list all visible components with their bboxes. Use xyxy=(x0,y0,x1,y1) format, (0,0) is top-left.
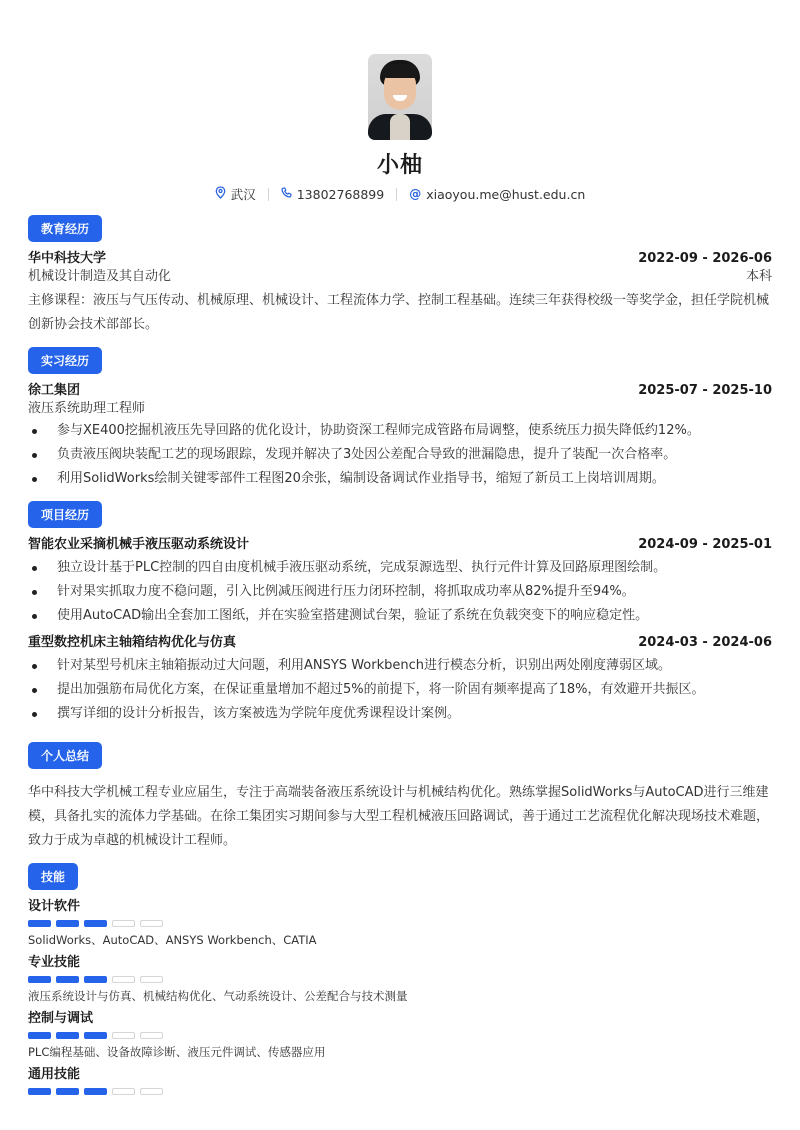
bullet-item: 独立设计基于PLC控制的四自由度机械手液压驱动系统，完成泵源选型、执行元件计算及回路原理图绘制。 xyxy=(28,556,772,580)
skill-bar-empty xyxy=(112,920,135,927)
location-icon xyxy=(215,186,226,202)
skill-bar-filled xyxy=(84,1088,107,1095)
skill-bar-filled xyxy=(28,1088,51,1095)
section-label-summary: 个人总结 xyxy=(28,742,102,769)
skill-level-bars xyxy=(28,1088,772,1095)
internship-bullets xyxy=(28,419,772,491)
education-description: 主修课程：液压与气压传动、机械原理、机械设计、工程流体力学、控制工程基础。连续三年获得校级一等奖学金，担任学院机械创新协会技术部部长。 xyxy=(28,293,770,332)
internship-section xyxy=(28,337,772,491)
skill-bar-empty xyxy=(112,1032,135,1039)
location-text: 武汉 xyxy=(230,187,256,202)
contact-location xyxy=(215,185,256,203)
skill-item xyxy=(28,1066,772,1095)
job-role: 液压系统助理工程师 xyxy=(28,401,146,416)
divider xyxy=(268,188,269,201)
bullet-item: 参与XE400挖掘机液压先导回路的优化设计，协助资深工程师完成管路布局调整，使系统压力损失降低约12%。 xyxy=(28,419,772,443)
projects-section xyxy=(28,491,772,726)
bullet-item: 针对果实抓取力度不稳问题，引入比例减压阀进行压力闭环控制，将抓取成功率从82%提升至94%。 xyxy=(28,580,772,604)
school-name: 华中科技大学 xyxy=(28,251,107,266)
skill-name: 专业技能 xyxy=(28,955,81,970)
skill-bar-empty xyxy=(140,920,163,927)
skill-bar-empty xyxy=(140,1088,163,1095)
skill-bar-filled xyxy=(84,920,107,927)
project-item xyxy=(28,536,772,628)
skills-list xyxy=(28,898,772,1095)
section-label-projects: 项目经历 xyxy=(28,501,102,528)
skill-bar-empty xyxy=(112,976,135,983)
skill-name: 控制与调试 xyxy=(28,1011,94,1026)
company-name: 徐工集团 xyxy=(28,383,81,398)
skill-name: 设计软件 xyxy=(28,899,81,914)
section-label-education: 教育经历 xyxy=(28,215,102,242)
section-label-internship: 实习经历 xyxy=(28,347,102,374)
education-date: 2022-09 - 2026-06 xyxy=(638,251,772,266)
bullet-item: 提出加强筋布局优化方案，在保证重量增加不超过5%的前提下，将一阶固有频率提高了18%，有效避开共振区。 xyxy=(28,678,772,702)
internship-date: 2025-07 - 2025-10 xyxy=(638,383,772,398)
contact-email xyxy=(409,187,585,202)
skill-bar-filled xyxy=(28,976,51,983)
email-icon: @ xyxy=(409,187,422,201)
profile-photo xyxy=(368,54,432,140)
project-item xyxy=(28,634,772,726)
skill-bar-filled xyxy=(28,920,51,927)
summary-section xyxy=(28,732,772,853)
skill-bar-filled xyxy=(56,1088,79,1095)
skill-bar-empty xyxy=(140,1032,163,1039)
project-date: 2024-09 - 2025-01 xyxy=(638,537,772,552)
contact-phone xyxy=(281,187,384,202)
skill-name: 通用技能 xyxy=(28,1067,81,1082)
bullet-item: 利用SolidWorks绘制关键零部件工程图20余张，编制设备调试作业指导书，缩短了新员工上岗培训周期。 xyxy=(28,467,772,491)
skill-item xyxy=(28,1010,772,1060)
skill-level-bars xyxy=(28,1032,772,1039)
section-label-skills: 技能 xyxy=(28,863,78,890)
skill-description: SolidWorks、AutoCAD、ANSYS Workbench、CATIA xyxy=(28,933,317,947)
bullet-item: 针对某型号机床主轴箱振动过大问题，利用ANSYS Workbench进行模态分析，识别出两处刚度薄弱区域。 xyxy=(28,654,772,678)
skill-level-bars xyxy=(28,920,772,927)
skill-bar-filled xyxy=(28,1032,51,1039)
skill-description: PLC编程基础、设备故障诊断、液压元件调试、传感器应用 xyxy=(28,1045,326,1059)
skill-bar-filled xyxy=(56,920,79,927)
resume-header xyxy=(28,0,772,203)
skill-bar-filled xyxy=(56,976,79,983)
bullet-item: 使用AutoCAD输出全套加工图纸，并在实验室搭建测试台架，验证了系统在负载突变下的响应稳定性。 xyxy=(28,604,772,628)
phone-icon xyxy=(281,187,292,201)
skill-item xyxy=(28,898,772,948)
skill-bar-filled xyxy=(84,1032,107,1039)
major: 机械设计制造及其自动化 xyxy=(28,269,172,284)
skill-description: 液压系统设计与仿真、机械结构优化、气动系统设计、公差配合与技术测量 xyxy=(28,989,408,1003)
bullet-item: 负责液压阀块装配工艺的现场跟踪，发现并解决了3处因公差配合导致的泄漏隐患，提升了装配一次合格率。 xyxy=(28,443,772,467)
skill-bar-empty xyxy=(140,976,163,983)
skills-section xyxy=(28,853,772,1095)
skill-level-bars xyxy=(28,976,772,983)
skill-item xyxy=(28,954,772,1004)
project-date: 2024-03 - 2024-06 xyxy=(638,635,772,650)
summary-text: 华中科技大学机械工程专业应届生，专注于高端装备液压系统设计与机械结构优化。熟练掌握SolidWorks与AutoCAD进行三维建模，具备扎实的流体力学基础。在徐工集团实习期间参与大型工程机械液压回路调试，善于通过工艺流程优化解决现场技术难题，致力于成为卓越的机械设计工程师。 xyxy=(28,785,770,848)
contact-info xyxy=(28,185,772,203)
divider xyxy=(396,188,397,201)
project-title: 重型数控机床主轴箱结构优化与仿真 xyxy=(28,635,237,650)
skill-bar-filled xyxy=(84,976,107,983)
degree: 本科 xyxy=(745,269,772,284)
bullet-item: 撰写详细的设计分析报告，该方案被选为学院年度优秀课程设计案例。 xyxy=(28,702,772,726)
phone-text[interactable]: 13802768899 xyxy=(296,186,385,202)
candidate-name: 小柚 xyxy=(376,153,423,178)
email-text[interactable]: xiaoyou.me@hust.edu.cn xyxy=(426,186,586,202)
skill-bar-empty xyxy=(112,1088,135,1095)
project-title: 智能农业采摘机械手液压驱动系统设计 xyxy=(28,537,250,552)
education-section xyxy=(28,203,772,337)
skill-bar-filled xyxy=(56,1032,79,1039)
